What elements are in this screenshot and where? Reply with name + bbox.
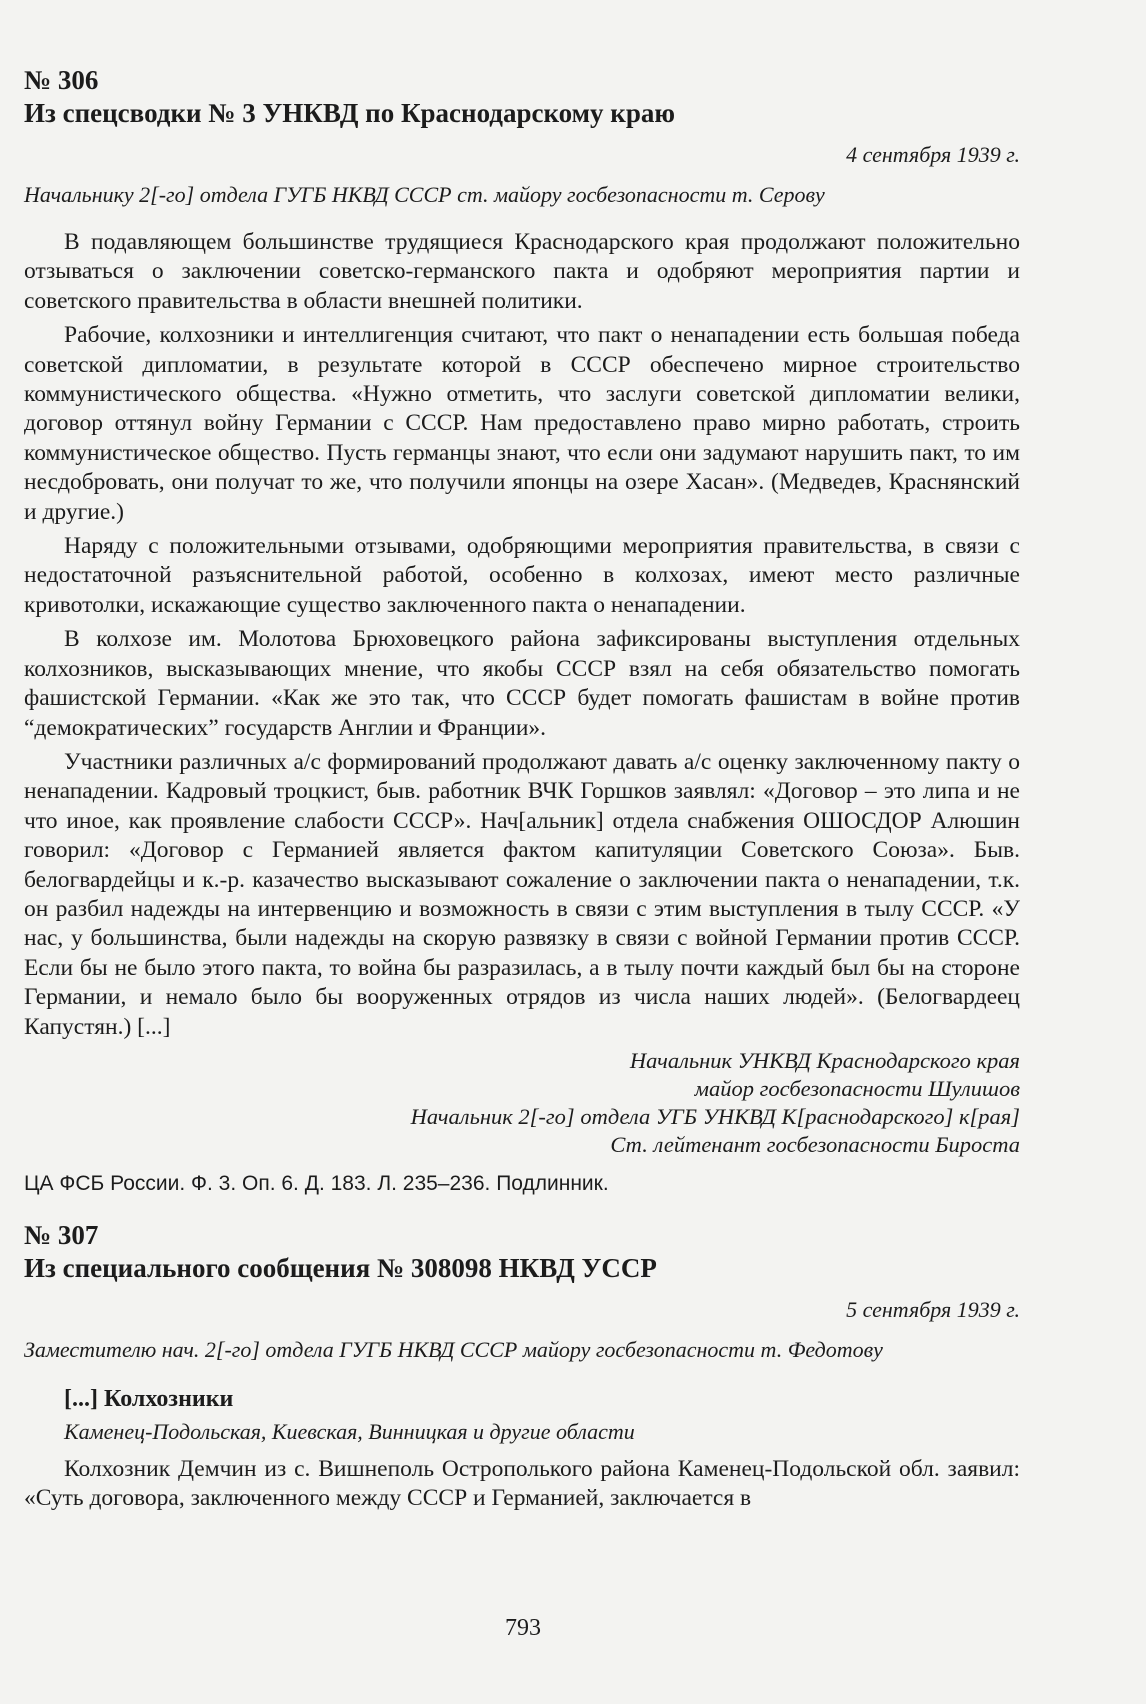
signature-line: Начальник 2[-го] отдела УГБ УНКВД К[раснодарского] к[рая]: [410, 1103, 1020, 1129]
document-306: [24, 64, 1020, 1199]
signature-line: Ст. лейтенант госбезопасности Бироста: [610, 1131, 1020, 1157]
document-date: 4 сентября 1939 г.: [846, 142, 1020, 167]
paragraph: Участники различных а/с формирований продолжают давать а/с оценку заключенному пакту о ненападении. Кадровый троцкист, быв. работник ВЧК Горшков заявлял: «Договор – это липа и не что иное, как проявление слабости СССР». Нач[альник] отдела снабжения ОШОСДОР Алюшин говорил: «Договор с Германией является фактом капитуляции Советского Союза». Быв. белогвардейцы и к.-р. казачество высказывают сожаление о заключении пакта о ненападении, т.к. он разбил надежды на интервенцию и возможность в связи с этим выступления в тылу СССР. «У нас, у большинства, были надежды на скорую развязку в связи с войной Германии против СССР. Если бы не было этого пакта, то война бы разразилась, а в тылу почти каждый был бы на стороне Германии, и немало было бы вооруженных отрядов из числа наших людей». (Белогвардеец Капустян.) [...]: [24, 748, 1020, 1040]
section-subheading: Каменец-Подольская, Киевская, Винницкая и другие области: [64, 1418, 635, 1444]
paragraph: В колхозе им. Молотова Брюховецкого района зафиксированы выступления отдельных колхозников, высказывающих мнение, что якобы СССР взял на себя обязательство помогать фашистской Германии. «Как же это так, что СССР будет помогать фашистам в войне против “демократических” государств Англии и Франции».: [24, 626, 1020, 741]
document-addressee: Заместителю нач. 2[-го] отдела ГУГБ НКВД СССР майору госбезопасности т. Федотову: [24, 1336, 883, 1362]
paragraph: В подавляющем большинстве трудящиеся Краснодарского края продолжают положительно отзываться о заключении советско-германского пакта и одобряют мероприятия партии и советского правительства в области внешней политики.: [24, 229, 1020, 314]
signature-block: [24, 1047, 1020, 1159]
document-title: Из спецсводки № 3 УНКВД по Краснодарскому краю: [24, 98, 675, 128]
page-number: 793: [505, 1615, 541, 1641]
document-number: № 306: [24, 65, 99, 95]
paragraph: Наряду с положительными отзывами, одобряющими мероприятия правительства, в связи с недостаточной разъяснительной работой, особенно в колхозах, имеют место различные кривотолки, искажающие существо заключенного пакта о ненападении.: [24, 533, 1020, 618]
document-307: [24, 1219, 1020, 1514]
document-date: 5 сентября 1939 г.: [846, 1296, 1020, 1322]
archive-reference: ЦА ФСБ России. Ф. 3. Оп. 6. Д. 183. Л. 235–236. Подлинник.: [24, 1171, 609, 1195]
section-heading: [...] Колхозники: [64, 1385, 234, 1412]
signature-line: майор госбезопасности Шулишов: [694, 1075, 1020, 1101]
paragraph: Рабочие, колхозники и интеллигенция считают, что пакт о ненападении есть большая победа советской дипломатии, в результате которой в СССР обеспечено мирное строительство коммунистического общества. «Нужно отметить, что заслуги советской дипломатии велики, договор оттянул войну Германии с СССР. Нам предоставлено право мирно работать, строить коммунистическое общество. Пусть германцы знают, что если они задумают нарушить пакт, то им несдобровать, они получат то же, что получили японцы на озере Хасан». (Медведев, Краснянский и другие.): [24, 322, 1020, 525]
document-title: Из специального сообщения № 308098 НКВД УССР: [24, 1252, 657, 1283]
document-number: № 307: [24, 1219, 99, 1250]
signature-line: Начальник УНКВД Краснодарского края: [629, 1047, 1020, 1073]
document-addressee: Начальнику 2[-го] отдела ГУГБ НКВД СССР ст. майору госбезопасности т. Серову: [24, 182, 825, 207]
paragraph: Колхозник Демчин из с. Вишнеполь Острополького района Каменец-Подольской обл. заявил: «Суть договора, заключенного между СССР и Германией, заключается в: [24, 1455, 1020, 1512]
